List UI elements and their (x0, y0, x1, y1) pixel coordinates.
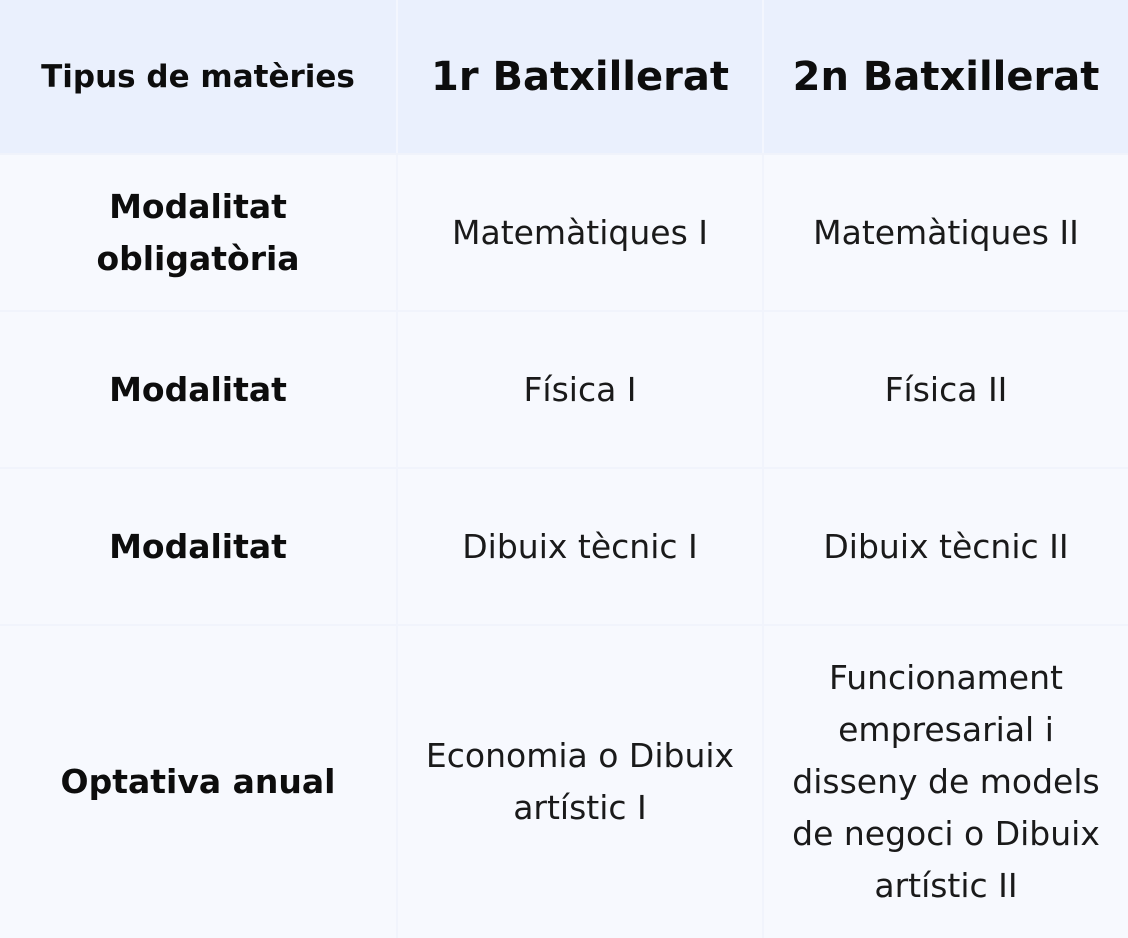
row-second-year-subject: Funcionament empresarial i disseny de models de negoci o Dibuix artístic II (763, 625, 1128, 938)
row-subject-type: Modalitat (0, 468, 397, 625)
row-subject-type: Modalitat (0, 311, 397, 468)
header-first-year: 1r Batxillerat (397, 0, 763, 154)
table-row (0, 625, 1128, 938)
row-first-year-subject: Economia o Dibuix artístic I (397, 625, 763, 938)
row-second-year-subject: Física II (763, 311, 1128, 468)
row-second-year-subject: Dibuix tècnic II (763, 468, 1128, 625)
header-subject-type: Tipus de matèries (0, 0, 397, 154)
header-second-year: 2n Batxillerat (763, 0, 1128, 154)
table-row (0, 468, 1128, 625)
table-row (0, 154, 1128, 311)
row-first-year-subject: Física I (397, 311, 763, 468)
row-first-year-subject: Dibuix tècnic I (397, 468, 763, 625)
header-row (0, 0, 1128, 154)
row-second-year-subject: Matemàtiques II (763, 154, 1128, 311)
row-subject-type: Modalitat obligatòria (0, 154, 397, 311)
row-subject-type: Optativa anual (0, 625, 397, 938)
table-body (0, 154, 1128, 938)
table-header (0, 0, 1128, 154)
row-first-year-subject: Matemàtiques I (397, 154, 763, 311)
table-row (0, 311, 1128, 468)
